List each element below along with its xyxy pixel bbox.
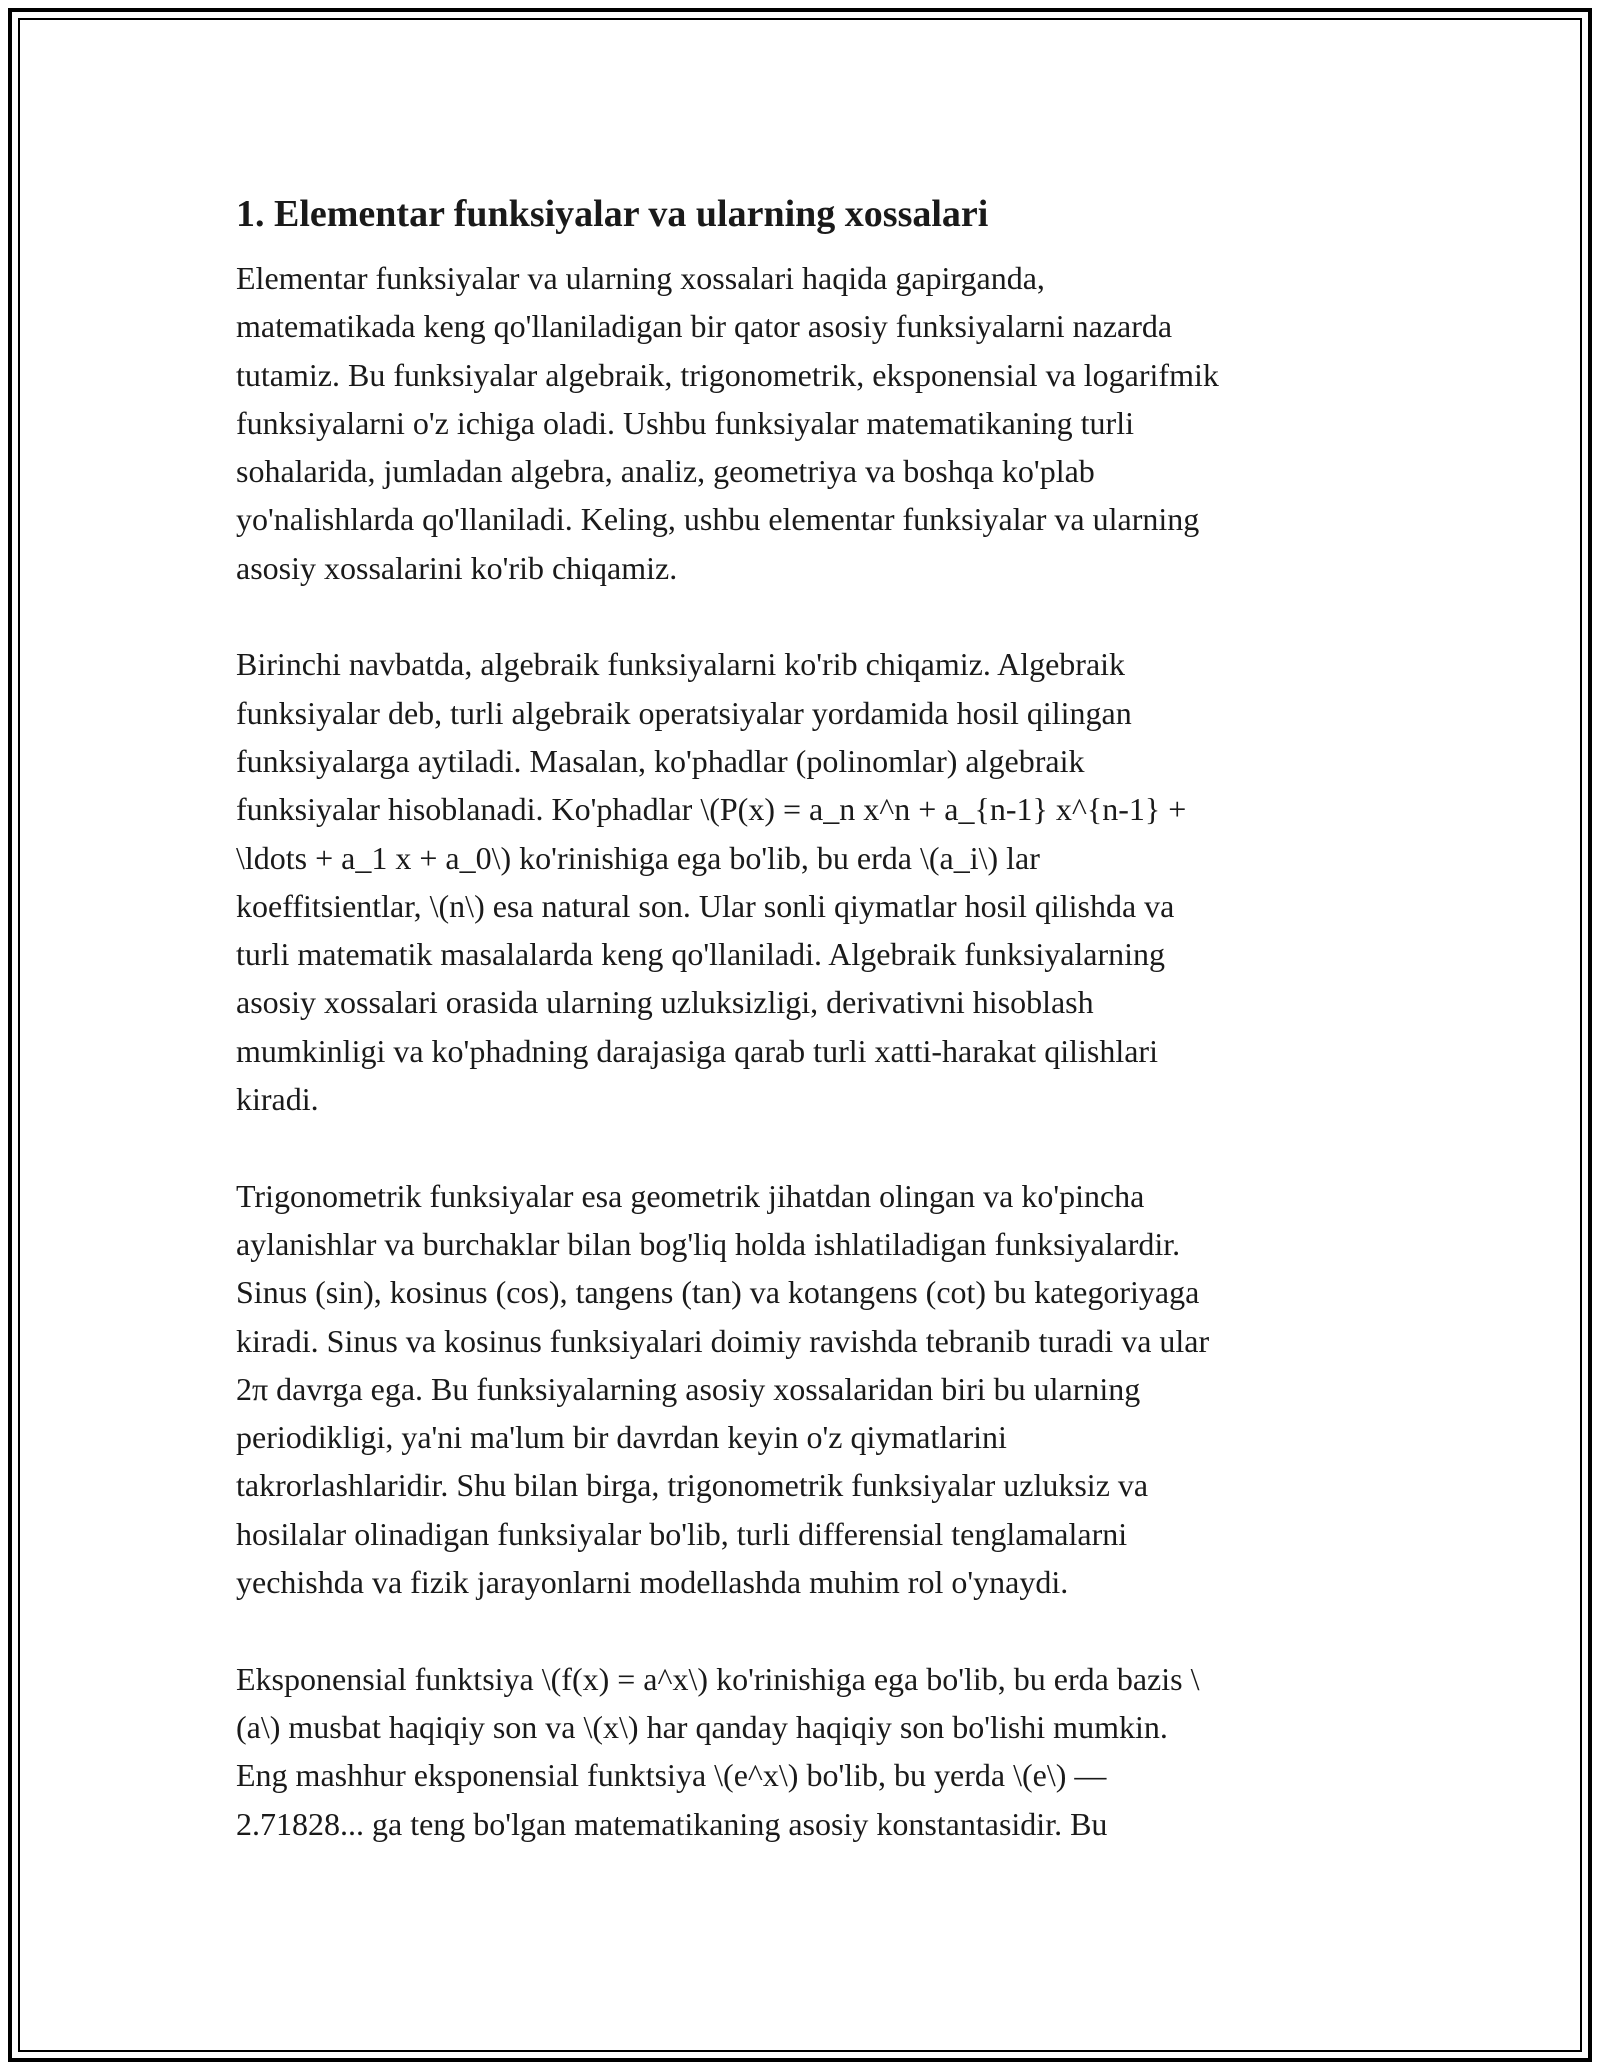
paragraph-list (236, 254, 1366, 1848)
text-line: turli matematik masalalarda keng qo'llaniladi. Algebraik funksiyalarning (236, 936, 1166, 973)
text-line: aylanishlar va burchaklar bilan bog'liq holda ishlatiladigan funksiyalardir. (236, 1225, 1181, 1262)
section-title: 1. Elementar funksiyalar va ularning xossalari (236, 193, 989, 235)
text-line: hosilalar olinadigan funksiyalar bo'lib, turli differensial tenglamalarni (236, 1515, 1128, 1552)
text-line: Eng mashhur eksponensial funktsiya \(e^x\) bo'lib, bu yerda \(e\) — (236, 1757, 1107, 1794)
text-line: funksiyalarga aytiladi. Masalan, ko'phadlar (polinomlar) algebraik (236, 742, 1085, 779)
text-line: Eksponensial funktsiya \(f(x) = a^x\) ko'rinishiga ega bo'lib, bu erda bazis \ (236, 1660, 1200, 1697)
text-line: periodikligi, ya'ni ma'lum bir davrdan keyin o'z qiymatlarini (236, 1419, 1007, 1456)
text-line: 2.71828... ga teng bo'lgan matematikaning asosiy konstantasidir. Bu (236, 1805, 1108, 1842)
text-line: tutamiz. Bu funksiyalar algebraik, trigonometrik, eksponensial va logarifmik (236, 356, 1219, 393)
text-line: \ldots + a_1 x + a_0\) ko'rinishiga ega bo'lib, bu erda \(a_i\) lar (236, 839, 1040, 876)
text-line: funksiyalarni o'z ichiga oladi. Ushbu funksiyalar matematikaning turli (236, 404, 1134, 441)
text-line: funksiyalar hisoblanadi. Ko'phadlar \(P(x) = a_n x^n + a_{n-1} x^{n-1} + (236, 791, 1187, 828)
text-line: Elementar funksiyalar va ularning xossalari haqida gapirganda, (236, 260, 1045, 296)
text-line: kiradi. (236, 1081, 319, 1118)
text-line: kiradi. Sinus va kosinus funksiyalari doimiy ravishda tebranib turadi va ular (236, 1322, 1210, 1359)
text-line: koeffitsientlar, \(n\) esa natural son. Ular sonli qiymatlar hosil qilishda va (236, 887, 1175, 924)
text-line: mumkinligi va ko'phadning darajasiga qarab turli xatti-harakat qilishlari (236, 1032, 1158, 1069)
document-body (236, 184, 1366, 1848)
text-line: takrorlashlaridir. Shu bilan birga, trigonometrik funksiyalar uzluksiz va (236, 1467, 1149, 1504)
text-line: asosiy xossalari orasida ularning uzluksizligi, derivativni hisoblash (236, 984, 1094, 1021)
text-line: yo'nalishlarda qo'llaniladi. Keling, ushbu elementar funksiyalar va ularning (236, 501, 1200, 538)
text-line: matematikada keng qo'llaniladigan bir qator asosiy funksiyalarni nazarda (236, 308, 1173, 345)
paragraph (236, 254, 1366, 592)
text-line: Trigonometrik funksiyalar esa geometrik jihatdan olingan va ko'pincha (236, 1177, 1145, 1214)
text-line: Birinchi navbatda, algebraik funksiyalarni ko'rib chiqamiz. Algebraik (236, 646, 1126, 683)
text-line: (a\) musbat haqiqiy son va \(x\) har qanday haqiqiy son bo'lishi mumkin. (236, 1708, 1168, 1745)
paragraph (236, 1172, 1366, 1607)
text-line: asosiy xossalarini ko'rib chiqamiz. (236, 549, 678, 586)
paragraph (236, 640, 1366, 1123)
text-line: yechishda va fizik jarayonlarni modellashda muhim rol o'ynaydi. (236, 1564, 1069, 1601)
text-line: sohalarida, jumladan algebra, analiz, geometriya va boshqa ko'plab (236, 453, 1095, 490)
text-line: Sinus (sin), kosinus (cos), tangens (tan) va kotangens (cot) bu kategoriyaga (236, 1274, 1200, 1311)
text-line: funksiyalar deb, turli algebraik operatsiyalar yordamida hosil qilingan (236, 694, 1132, 731)
paragraph (236, 1655, 1366, 1848)
text-line: 2π davrga ega. Bu funksiyalarning asosiy xossalaridan biri bu ularning (236, 1370, 1141, 1407)
